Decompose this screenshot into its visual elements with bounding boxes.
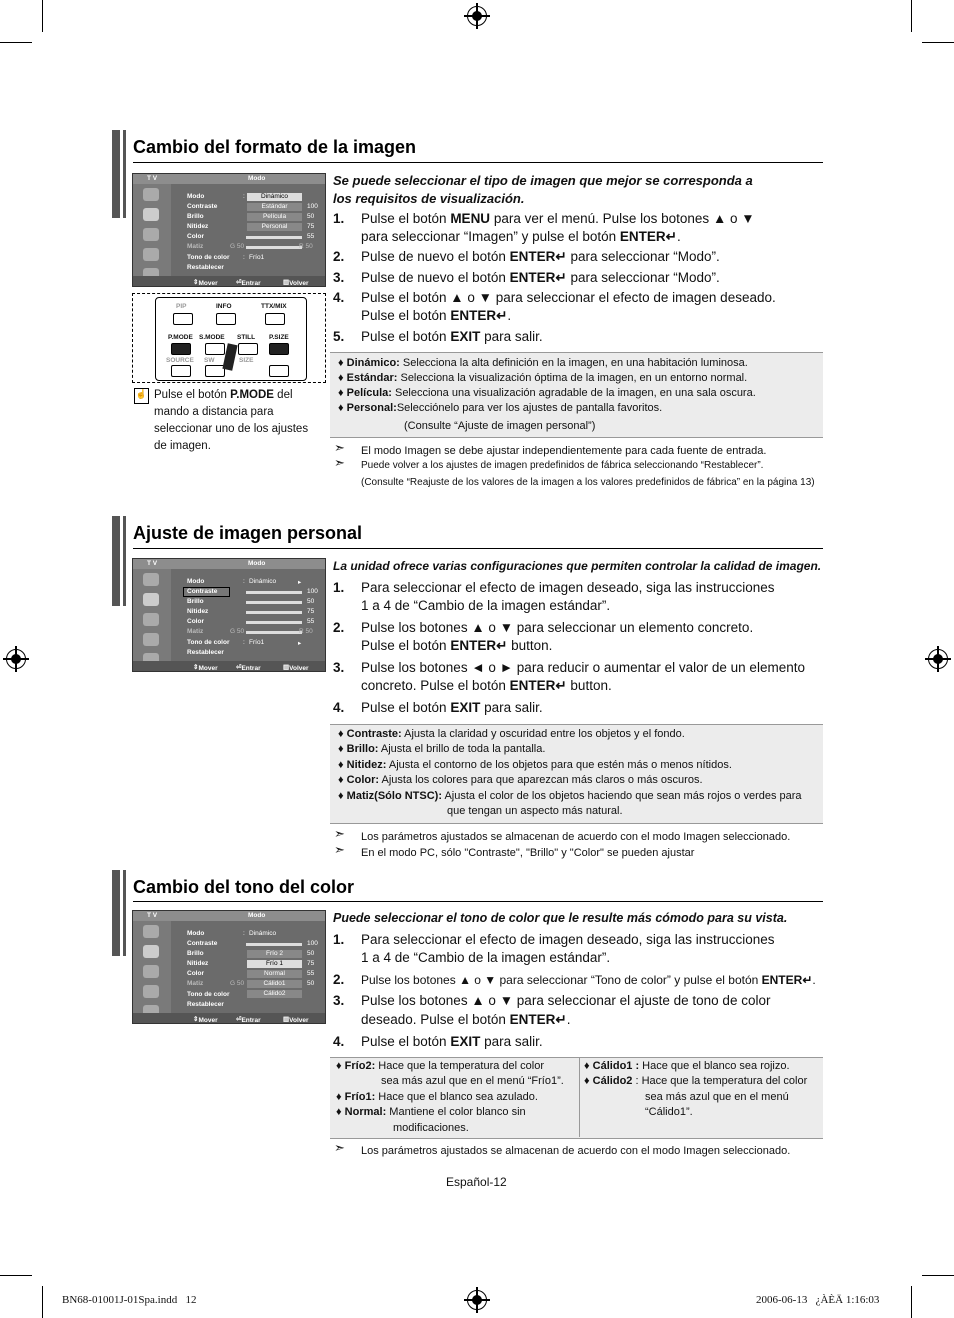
step-number: 3. — [333, 270, 345, 285]
step-text: Pulse los botones ▲ o ▼ para seleccionar un elemento concreto. — [361, 620, 754, 635]
section-bar — [112, 870, 120, 956]
osd-menu-imagen: T V Modo Modo Contraste Brillo Nitidez Color Matiz Tono de color Restablecer : Dinámico ▸ 100 50 75 55 G 50 R 50 : Frío1 ▸ ⇕ Mover ⏎ Entrar ▥ Volver — [132, 558, 326, 672]
registration-mark-icon — [3, 646, 29, 672]
page-number: Español-12 — [446, 1175, 507, 1189]
registration-mark-icon — [464, 1287, 490, 1313]
crop-mark — [922, 1275, 954, 1276]
crop-mark — [922, 42, 954, 43]
info-item: ♦ Matiz(Sólo NTSC): Ajusta el color de los objetos haciendo que sean más rojos o verdes para — [338, 790, 802, 802]
step-number: 1. — [333, 932, 345, 947]
info-item: sea más azul que en el menú “Frío1”. — [381, 1075, 564, 1087]
step-text: para seleccionar “Imagen” y pulse el botón ENTER↵. — [361, 229, 681, 244]
step-number: 2. — [333, 249, 345, 264]
box-divider — [579, 1058, 580, 1137]
step-text: Pulse los botones ◄ o ► para reducir o aumentar el valor de un elemento — [361, 660, 805, 675]
step-number: 5. — [333, 329, 345, 344]
hand-icon: ☝ — [134, 388, 149, 404]
note-text: (Consulte “Reajuste de los valores de la imagen a los valores predefinidos de fábrica” en la página 13) — [361, 477, 815, 488]
step-number: 4. — [333, 290, 345, 305]
crop-mark — [42, 0, 43, 32]
note-text: En el modo PC, sólo "Contraste", "Brillo" y "Color" se pueden ajustar — [361, 847, 695, 859]
crop-mark — [0, 42, 32, 43]
note-arrow-icon: ➣ — [334, 455, 345, 470]
step-number: 3. — [333, 993, 345, 1008]
info-item: sea más azul que en el menú — [645, 1091, 789, 1103]
step-number: 3. — [333, 660, 345, 675]
step-text: deseado. Pulse el botón ENTER↵. — [361, 1012, 571, 1027]
info-item: que tengan un aspecto más natural. — [447, 805, 623, 817]
section-title: Cambio del tono del color — [133, 877, 355, 897]
note-text: Los parámetros ajustados se almacenan de acuerdo con el modo Imagen seleccionado. — [361, 831, 791, 843]
note-text: Los parámetros ajustados se almacenan de acuerdo con el modo Imagen seleccionado. — [361, 1145, 791, 1157]
step-text: Pulse los botones ▲ o ▼ para seleccionar el ajuste de tono de color — [361, 993, 771, 1008]
info-item: ♦ Personal:Selecciónelo para ver los ajustes de pantalla favoritos. — [338, 402, 663, 414]
note-arrow-icon: ➣ — [334, 1140, 345, 1155]
osd-menu-modo: T V Modo Modo Contraste Brillo Nitidez Color Matiz Tono de color Restablecer : Dinámico Estándar Película Personal 100 50 75 55 G 50 R 50 : Frío1 ⇕ Mover ⏎ Entrar ▥ Volver — [132, 173, 326, 287]
p-mode-button — [171, 343, 191, 355]
step-number: 4. — [333, 1034, 345, 1049]
step-text: Pulse el botón EXIT para salir. — [361, 1034, 543, 1049]
step-text: 1 a 4 de “Cambio de la imagen estándar”. — [361, 950, 611, 965]
section-rule — [133, 548, 823, 549]
info-item: ♦ Color: Ajusta los colores para que aparezcan más claros o más oscuros. — [338, 774, 703, 786]
crop-mark — [911, 1286, 912, 1318]
step-number: 2. — [333, 620, 345, 635]
step-number: 4. — [333, 700, 345, 715]
note-arrow-icon: ➣ — [334, 842, 345, 857]
step-text: 1 a 4 de “Cambio de la imagen estándar”. — [361, 598, 611, 613]
step-text: Para seleccionar el efecto de imagen deseado, siga las instrucciones — [361, 932, 775, 947]
note-arrow-icon: ➣ — [334, 440, 345, 455]
step-text: Pulse los botones ▲ o ▼ para seleccionar “Tono de color” y pulse el botón ENTER↵. — [361, 973, 816, 987]
section-rule — [133, 162, 823, 163]
step-text: Pulse el botón EXIT para salir. — [361, 700, 543, 715]
osd-menu-tono: T V Modo Modo Contraste Brillo Nitidez Color Matiz Tono de color Restablecer : Dinámico 100 50 75 55 50 G 50 Frío 2 Frío 1 Normal Cálido1 Cálido2 ⇕ Mover ⏎ Entrar ▥ Volver — [132, 910, 326, 1024]
step-text: Pulse de nuevo el botón ENTER↵ para seleccionar “Modo”. — [361, 249, 720, 264]
step-text: Pulse de nuevo el botón ENTER↵ para seleccionar “Modo”. — [361, 270, 720, 285]
section-bar — [123, 130, 126, 218]
info-item: ♦ Nitidez: Ajusta el contorno de los objetos para que estén más o menos nítidos. — [338, 759, 732, 771]
step-number: 1. — [333, 211, 345, 226]
section-bar — [112, 516, 120, 606]
info-item: ♦ Dinámico: Selecciona la alta definición en la imagen, en una habitación luminosa. — [338, 357, 748, 369]
info-item: ♦ Película: Selecciona una visualización agradable de la imagen, en una sala oscura. — [338, 387, 756, 399]
info-item: ♦ Frío2: Hace que la temperatura del color — [336, 1060, 544, 1072]
remote-note: Pulse el botón P.MODE del mando a distancia para seleccionar uno de los ajustes de imagen. — [154, 389, 309, 452]
print-date: 2006-06-13 ¿ÀÈÄ 1:16:03 — [756, 1294, 880, 1306]
info-item: ♦ Frío1: Hace que el blanco sea azulado. — [336, 1091, 538, 1103]
info-item: ♦ Cálido1 : Hace que el blanco sea rojizo. — [584, 1060, 790, 1072]
info-item: (Consulte “Ajuste de imagen personal”) — [404, 420, 596, 432]
remote-control-illustration: PIP INFO TTX/MIX P.MODE S.MODE STILL P.SIZE SOURCE SW SIZE — [132, 293, 326, 383]
crop-mark — [911, 0, 912, 32]
note-arrow-icon: ➣ — [334, 826, 345, 841]
step-text: concreto. Pulse el botón ENTER↵ button. — [361, 678, 612, 693]
registration-mark-icon — [464, 3, 490, 29]
section-bar — [123, 516, 126, 606]
crop-mark — [42, 1286, 43, 1318]
section-bar — [112, 130, 120, 218]
info-item: “Cálido1”. — [645, 1106, 693, 1118]
note-text: Puede volver a los ajustes de imagen predefinidos de fábrica seleccionando “Restablecer”. — [361, 460, 764, 471]
step-text: Pulse el botón ▲ o ▼ para seleccionar el efecto de imagen deseado. — [361, 290, 776, 305]
info-item: ♦ Contraste: Ajusta la claridad y oscuridad entre los objetos y el fondo. — [338, 728, 685, 740]
info-item: ♦ Brillo: Ajusta el brillo de toda la pantalla. — [338, 743, 546, 755]
crop-mark — [0, 1275, 32, 1276]
note-text: El modo Imagen se debe ajustar independientemente para cada fuente de entrada. — [361, 445, 767, 457]
section-intro: La unidad ofrece varias configuraciones que permiten controlar la calidad de imagen. — [333, 559, 822, 573]
registration-mark-icon — [925, 646, 951, 672]
file-slug: BN68-01001J-01Spa.indd 12 — [62, 1294, 197, 1306]
step-text: Pulse el botón ENTER↵ button. — [361, 638, 553, 653]
step-text: Para seleccionar el efecto de imagen deseado, siga las instrucciones — [361, 580, 775, 595]
info-item: modificaciones. — [393, 1122, 469, 1134]
section-intro: Se puede seleccionar el tipo de imagen que mejor se corresponda a los requisitos de visualización. — [333, 173, 753, 206]
step-text: Pulse el botón MENU para ver el menú. Pulse los botones ▲ o ▼ — [361, 211, 755, 226]
section-rule — [133, 901, 823, 902]
info-item: ♦ Cálido2 : Hace que la temperatura del color — [584, 1075, 808, 1087]
section-title: Cambio del formato de la imagen — [133, 137, 417, 157]
section-intro: Puede seleccionar el tono de color que le resulte más cómodo para su vista. — [333, 911, 788, 925]
section-bar — [123, 870, 126, 956]
step-number: 1. — [333, 580, 345, 595]
step-number: 2. — [333, 972, 345, 987]
step-text: Pulse el botón EXIT para salir. — [361, 329, 543, 344]
info-item: ♦ Estándar: Selecciona la visualización óptima de la imagen, en un entorno normal. — [338, 372, 748, 384]
info-item: ♦ Normal: Mantiene el color blanco sin — [336, 1106, 526, 1118]
step-text: Pulse el botón ENTER↵. — [361, 308, 512, 323]
section-title: Ajuste de imagen personal — [133, 523, 363, 543]
